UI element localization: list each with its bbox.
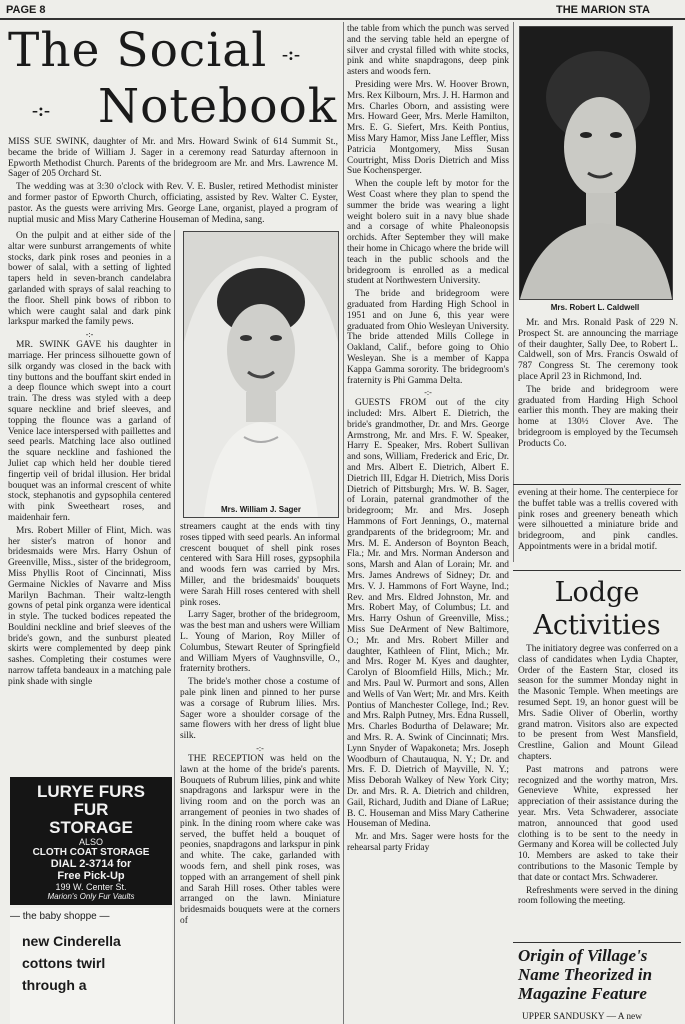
bride-portrait-image: [184, 232, 338, 517]
separator: -:-: [85, 330, 94, 340]
title-ornament: -:-: [32, 100, 50, 120]
header-rule: [0, 18, 685, 20]
ad-line: Free Pick-Up: [57, 870, 125, 882]
lodge-text: [518, 644, 678, 938]
lead-paragraph: [8, 137, 338, 229]
col2-paragraph: Larry Sager, brother of the bridegroom, was the best man and ushers were William L. Young of Marion, Roy Miller of Columbus, Stewart Reuter of Springfield and William Myers of Vaughnsville, O., fraternity brothers.: [180, 610, 340, 675]
ad-line: through a: [22, 977, 87, 993]
ad-header: — the baby shoppe —: [10, 911, 110, 922]
column-1-text: [8, 231, 171, 767]
col2-paragraph: streamers caught at the ends with tiny roses tipped with seed pearls. An informal crescent bouquet of shell pink roses centered with Sara Hill roses, gypsophila and woods fern was carried by Mrs. Miller, and the bridesmaids' bouquets were Sarah Hill roses centered with shell pink roses.: [180, 522, 340, 608]
col3-paragraph: Presiding were Mrs. W. Hoover Brown, Mrs. Rex Kilbourn, Mrs. J. H. Harmon and Mrs. Charles Oborn, and assisting were Mrs. Howard Geer, Mrs. Merle Hamilton, Mrs. E. G. Siefert, Mrs. Keith Pontius, Miss Mary Hamor, Miss Jane Leffler, Miss Patricia Montgomery, Miss Susan Courtright, Miss Doris Dietrich and Miss Sue Kochensperger.: [347, 79, 509, 177]
lodge-title: Activities: [533, 610, 661, 641]
column-rule: [343, 22, 344, 1024]
col4-paragraph: The bride and bridegroom were graduated from Harding High School earlier this month. They are making their home at 130½ Clover Ave. The bridegroom is employed by the Tecumseh Products Co.: [518, 384, 678, 449]
column-rule: [513, 22, 514, 562]
photo-caption: Mrs. William J. Sager: [221, 505, 301, 514]
lead-text: MISS SUE SWINK, daughter of Mr. and Mrs. Howard Swink of 614 Summit St., became the bride of William J. Sager in a ceremony read Saturday afternoon in Epworth Methodist Church. Parents of the bridegroom are Mr. and Mrs. Lawrence M. Sager of 205 Orchard St.: [8, 137, 338, 180]
baby-shoppe-ad: [10, 908, 172, 1024]
separator: -:-: [256, 743, 264, 753]
ad-line: Marion's Only Fur Vaults: [47, 892, 135, 901]
col1-paragraph: MR. SWINK GAVE his daughter in marriage. Her princess silhouette gown of silk organdy was closed in the back with tiny buttons and the bouffant skirt ended in a deep flounce which swept into a court train. The dress was styled with a deep square neckline and brief sleeves, and topping the flounce was a garland of Venice lace interspersed with paillettes and seed pearls. Matching lace also outlined the square neckline and fashioned the Juliet cap which held her double tiered fingertip veil of bridal illusion. Her bridal bouquet was an informal crescent of white stock, stephanotis and gypsophila centered with pink Sweetheart roses, and maidenhair fern.: [8, 340, 171, 523]
col3-paragraph: the table from which the punch was served and the serving table held an epergne of silver and crystal filled with white stocks, pink and white snapdragons, deep pink asters and woods fern.: [347, 24, 509, 78]
col3-paragraph: Mr. and Mrs. Sager were hosts for the rehearsal party Friday: [347, 832, 509, 853]
col1-paragraph: Mrs. Robert Miller of Flint, Mich. was her sister's matron of honor and bridesmaids were Mrs. Harry Oshun of Greenville, Miss., sister of the bridegroom, Miss Phyllis Root of Cincinnati, Miss Germaine Nickles of Navarre and Miss Marilyn Bachman. Their waltz-length gowns of petal pink organza were identical in style. The tucked bodices repeated the Bouldini neckline and brief sleeves of the bride's gown, and the sunburst pleated skirts were complemented by deep pink sashes. Completing their costumes were narrow taffeta bandeaux in a matching pale pink shade with single: [8, 525, 171, 687]
column-3-text: [347, 24, 509, 1024]
lodge-title: Lodge: [554, 577, 640, 608]
lurye-furs-ad: [10, 777, 172, 905]
col2-paragraph: THE RECEPTION was held on the lawn at the home of the bride's parents. Bouquets of Rubrum lilies, pink and white snapdragons and larkspur were in the living room and on the porch was an arrangement of peonies in two shades of pink. In the dining room where cake was served, the buffet held a bouquet of peonies, snapdragons and larkspur in pink and white. The cake, garlanded with woods fern, and shell pink roses, was topped with an arrangement of shell pink and Sarah Hill roses. Other tables were arranged on the lawn. Miniature bridesmaids bouquets were at the corners of: [180, 753, 340, 926]
section-rule: [513, 484, 681, 485]
section-rule: [513, 570, 681, 571]
lodge-paragraph: The initiatory degree was conferred on a class of candidates when Lydia Chapter, Order of the Eastern Star, closed its season for the summer Monday night in the Masonic Temple. When meetings are resumed Sept. 19, an honor guest will be Mrs. Sadie Oliver of Oberlin, worthy grand matron. Visitors also are expected to be present from West Mansfield, Crestline, Galion and Mount Gilead chapters.: [518, 644, 678, 762]
ad-line: 199 W. Center St.: [55, 882, 127, 892]
ad-line: CLOTH COAT STORAGE: [32, 847, 150, 858]
col3-paragraph: When the couple left by motor for the West Coast where they plan to spend the summer the bride was wearing a light weight bolero suit in a navy blue shade and a corsage of white Phaleonopsis orchids. After September they will make their home in Chicago where the bride will teach in the public schools and the bridegroom is enrolled as a medical student at Northwestern University.: [347, 179, 509, 287]
origin-dateline: UPPER SANDUSKY — A new: [522, 1012, 642, 1022]
col3-paragraph: The bride and bridegroom were graduated from Harding High School in 1951 and on June 6, this year were graduated from Ohio Wesleyan University. The bride attended Mills College in Oakland, Calif., before going to Ohio Wesleyan. She is a member of Kappa Kappa Gamma sorority. The bridegroom's fraternity is Phi Gamma Delta.: [347, 289, 509, 386]
col4-paragraph: Mr. and Mrs. Ronald Pask of 229 N. Prospect St. are announcing the marriage of their daughter, Sally Dee, to Robert L. Caldwell, son of Mrs. Francis Oswald of 787 Congress St. The ceremony took place April 23 in Richmond, Ind.: [518, 318, 678, 382]
title-ornament: -:-: [282, 44, 300, 64]
column-rule: [174, 230, 175, 1024]
origin-headline: Origin of Village's Name Theorized in Magazine Feature: [518, 946, 653, 1003]
newspaper-name: THE MARION STA: [556, 4, 650, 16]
separator: -:-: [424, 388, 432, 398]
lodge-paragraph: Past matrons and patrons were recognized and the worthy matron, Mrs. Genevieve White, expressed her appreciation of their assistance during the year. Mrs. Veta Schwaderer, associate matron, announced that good used clothing is to be sent to the needy in Germany and Korea will be collected July 10. Members are asked to take their contributions to the Masonic Temple by that date or contact Mrs. Schwaderer.: [518, 764, 678, 883]
bride-photo: [183, 231, 339, 518]
lead-text-2: The wedding was at 3:30 o'clock with Rev. V. E. Busler, retired Methodist minister and former pastor of Epworth Church, officiating, assisted by Rev. Walter C. Eyster, pastor. As the guests were arriving Mrs. George Lane, organist, played a program of nuptial music and Miss Mary Catherine Houseman of Medina, sang.: [8, 182, 338, 225]
ad-line: cottons twirl: [22, 955, 106, 971]
ad-line: ALSO: [78, 837, 103, 847]
continuation-text: [518, 488, 678, 566]
ad-line: FUR: [73, 800, 109, 819]
lodge-paragraph: Refreshments were served in the dining room following the meeting.: [518, 885, 678, 907]
column-4-text: [518, 318, 678, 480]
ad-line: LURYE FURS: [37, 782, 145, 801]
column-2-text: [180, 522, 340, 1024]
col3-paragraph: GUESTS FROM out of the city included: Mrs. Albert E. Dietrich, the bride's grandmother, Dr. and Mrs. George Armstrong, Mr. and Mrs. F. W. Speaker, Harry E. Speaker, Mrs. Robert Sullivan and sons, William, Frederick and Eric, Dr. and Mrs. Albert E. Dietrich, Albert E. Dietrich III, Edgar H. Dietrich, Miss Doris Dietrich of Pittsburgh; Mrs. W. B. Sager, of Lorain, paternal grandmother of the bridegroom; Mr. and Mrs. Joseph Hammons of Fort Jennings, O., maternal grandparents of the bridegroom; Mr. and Mrs. M. E. Anderson of Boynton Beach, Fla.; Mr. and Mrs. Norman Anderson and sons, Marsh and Alan of Lorain; Mr. and Mrs. James Andrews of Sidney; Dr. and Mrs. V. J. Hammons of Fort Wayne, Ind.; Rev. and Mrs. Eldred Johnston, Mr. and Mrs. Robert May, of Columbus; Lt. and Mrs. Harry Oshun of Greenville, Miss.; Miss Sue DeArment of New Baltimore, O.; Mr. and Mrs. Robert Miller and daughter, Kathleen of Flint, Mich.; Mr. and Mrs. Roger M. Kyes and daughter, Carolyn of Bloomfield Hills, Mich.; Mr. and Mrs. Paul W. Purmort and sons, Allen and Wells of Van Wert; Mr. and Mrs. Keith Pontius of Manchester College, Ind.; Rev. and Mrs. Ralph Putney, Mrs. Edna Russell, Mrs. Charles Bodurtha of Delaware; Mr. and Mrs. R. A. Swink of Cincinnati; Mrs. Lynn Snyder of Wapakoneta; Mrs. Joseph Woodburn of Chautauqua, N. Y.; Dr. and Mrs. F. D. Dietrich of Mayville, N. Y.; Miss Deborah Walkey of New York City; Dr. and Mrs. R. A. Dietrich and children, Gail, Richard, Judith and Diane of LaRue; B. C. Houseman and Miss Mary Catherine Houseman of Medina.: [347, 398, 509, 830]
section-rule: [513, 942, 681, 943]
page-number: PAGE 8: [6, 4, 46, 16]
caldwell-portrait-image: [520, 27, 672, 299]
photo-caption: Mrs. Robert L. Caldwell: [550, 303, 640, 312]
col1-paragraph: On the pulpit and at either side of the altar were sunburst arrangements of white stocks, dark pink roses and peonies in a bower of salal, with a setting of lighted tapers held in seven-branch candelabra garlanded with sprays of salal reaching to the floor. Shell pink bows of ribbon to which were caught salal and dark pink larkspur marked the family pews.: [8, 231, 171, 328]
ad-line: STORAGE: [49, 818, 133, 837]
continuation-paragraph: evening at their home. The centerpiece for the buffet table was a trellis covered with pink roses and greenery beneath which were silhouetted a miniature bride and bridegroom, and pink candles. Appointments were in a bridal motif.: [518, 488, 678, 552]
col2-paragraph: The bride's mother chose a costume of pale pink linen and pinned to her purse was a corsage of Rubrum lilies. Mrs. Sager wore a shoulder corsage of the same flowers with her dress of light blue silk.: [180, 677, 340, 742]
ad-line: DIAL 2-3714 for: [50, 858, 132, 870]
section-title-line1: The Social: [8, 23, 268, 78]
ad-line: new Cinderella: [22, 933, 121, 949]
section-title-line2: Notebook: [98, 79, 338, 134]
caldwell-photo: [519, 26, 673, 300]
